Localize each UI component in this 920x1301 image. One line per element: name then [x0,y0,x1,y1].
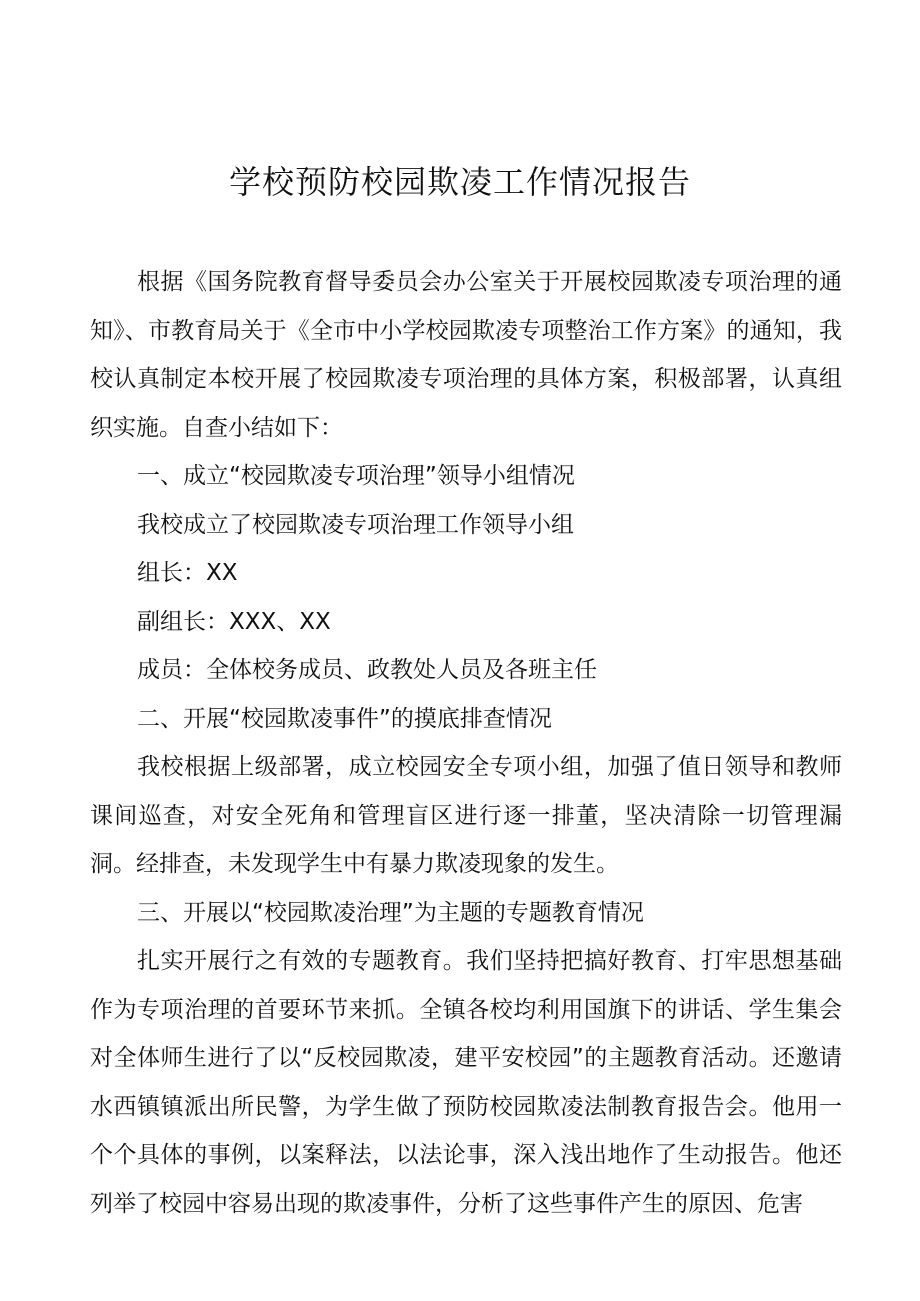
group-leader-line: 组长：XX [137,560,238,586]
members-line: 成员：全体校务成员、政教处人员及各班主任 [137,657,597,683]
document-body [90,258,842,1228]
investigation-paragraph: 我校根据上级部署，成立校园安全专项小组，加强了值日领导和教师课间巡查，对安全死角和管理盲区进行逐一排董，坚决清除一切管理漏洞。经排查，未发现学生中有暴力欺凌现象的发生。 [90,754,842,877]
leadership-group-paragraph: 我校成立了校园欺凌专项治理工作领导小组 [137,511,574,538]
deputy-leader-line: 副组长：XXX、XX [137,608,331,635]
section-heading-1: 一、成立“校园欺凌专项治理”领导小组情况 [137,463,575,489]
intro-paragraph: 根据《国务院教育督导委员会办公室关于开展校园欺凌专项治理的通知》、市教育局关于《全市中小学校园欺凌专项整治工作方案》的通知，我校认真制定本校开展了校园欺凌专项治理的具体方案，积极部署，认真组织实施。自查小结如下： [90,269,842,441]
document-title: 学校预防校园欺凌工作情况报告 [228,163,691,201]
education-paragraph: 扎实开展行之有效的专题教育。我们坚持把搞好教育、打牢思想基础作为专项治理的首要环节来抓。全镇各校均利用国旗下的讲话、学生集会对全体师生进行了以“反校园欺凌，建平安校园”的主题教育活动。还邀请水西镇镇派出所民警，为学生做了预防校园欺凌法制教育报告会。他用一个个具体的事例，以案释法，以法论事，深入浅出地作了生动报告。他还列举了校园中容易出现的欺凌事件，分析了这些事件产生的原因、危害 [90,948,842,1217]
section-heading-3: 三、开展以“校园欺凌治理”为主题的专题教育情况 [137,899,644,926]
section-heading-2: 二、开展“校园欺凌事件”的摸底排查情况 [137,705,552,732]
